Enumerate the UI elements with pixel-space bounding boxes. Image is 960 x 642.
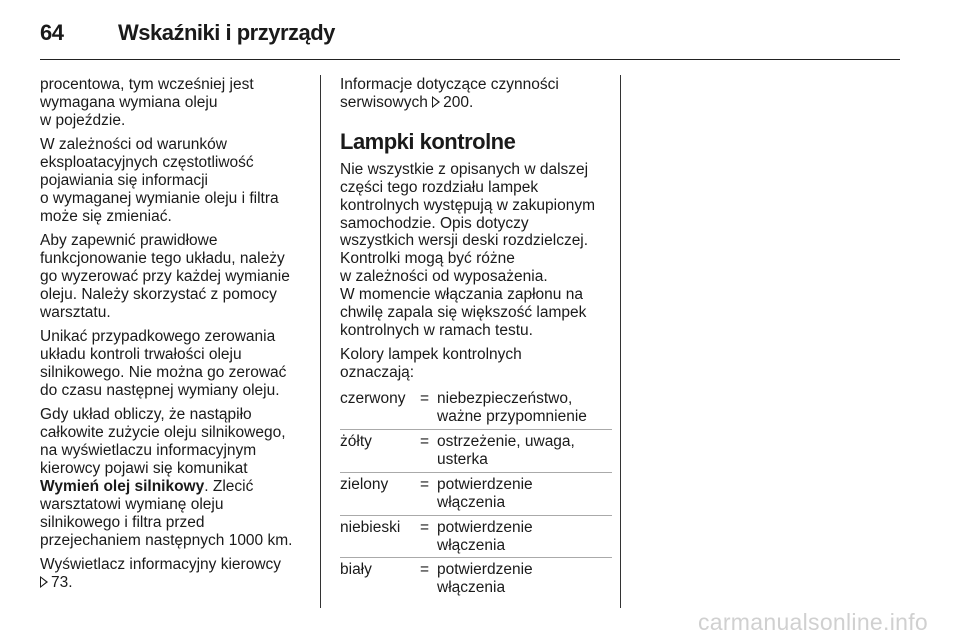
equals-sign: =	[420, 561, 430, 579]
paragraph-text: . Zlecić warsztatowi wymianę oleju silnikowego i filtra przed przejechaniem następnych 1000 km.	[40, 478, 293, 549]
color-meaning: potwierdzenie włączenia	[437, 475, 533, 511]
reference-arrow-icon	[432, 96, 440, 108]
equals-sign: =	[420, 433, 430, 450]
color-meaning: potwierdzenie włączenia	[437, 561, 533, 597]
page-title: Wskaźniki i przyrządy	[118, 20, 335, 45]
paragraph-text: Wyświetlacz informacyjny kierowcy	[40, 556, 282, 574]
color-meaning: ostrzeżenie, uwaga, usterka	[437, 433, 575, 468]
paragraph: Unikać przypadkowego zerowania układu kontroli trwałości oleju silnikowego. Nie można go zerować do czasu następnej wymiany oleju.	[40, 328, 287, 399]
color-name: żółty	[340, 433, 372, 450]
equals-sign: =	[420, 390, 430, 408]
table-row	[340, 515, 612, 558]
page-header	[40, 10, 920, 60]
reference-arrow-icon	[40, 576, 48, 588]
paragraph-oil-message	[40, 406, 312, 549]
color-name: czerwony	[340, 390, 406, 408]
table-row	[340, 557, 612, 600]
color-name: biały	[340, 561, 372, 579]
paragraph: Nie wszystkie z opisanych w dalszej części tego rozdziału lampek kontrolnych występują w zakupionym samochodzie. Opis dotyczy wszystkich wersji deski rozdzielczej. Kontrolki mogą być różne w zależności od wyposażenia. W momencie włączania zapłonu na chwilę zapala się większość lampek kontrolnych w ramach testu.	[340, 160, 596, 339]
column-divider-right	[620, 75, 621, 608]
table-row	[340, 472, 612, 515]
page-reference-link[interactable]: 200.	[443, 93, 474, 111]
page-reference-link[interactable]: 73.	[51, 574, 73, 592]
text-column-left	[40, 76, 312, 598]
paragraph: procentowa, tym wcześniej jest wymagana wymiana oleju w pojeździe.	[40, 76, 254, 129]
paragraph: W zależności od warunków eksploatacyjnych częstotliwość pojawiania się informacji o wymaganej wymianie oleju i filtra może się zmieniać.	[40, 136, 279, 225]
paragraph-reference	[340, 76, 612, 112]
paragraph: Aby zapewnić prawidłowe funkcjonowanie tego układu, należy go wyzerować przy każdej wymianie oleju. Należy skorzystać z pomocy warsztatu.	[40, 232, 290, 321]
equals-sign: =	[420, 518, 430, 536]
table-row	[340, 429, 612, 472]
message-text-bold: Wymień olej silnikowy	[40, 478, 205, 496]
color-meaning: potwierdzenie włączenia	[437, 518, 533, 554]
paragraph-text: Informacje dotyczące czynności serwisowych	[340, 76, 559, 111]
paragraph-text: Gdy układ obliczy, że nastąpiło całkowite zużycie oleju silnikowego, na wyświetlaczu informacyjnym kierowcy pojawi się komunikat	[40, 406, 286, 478]
section-title: Lampki kontrolne	[340, 128, 516, 154]
color-name: zielony	[340, 475, 389, 493]
paragraph-reference	[40, 556, 312, 592]
equals-sign: =	[420, 475, 430, 493]
header-divider	[40, 59, 900, 60]
paragraph: Kolory lampek kontrolnych oznaczają:	[340, 346, 522, 382]
page-number: 64	[40, 20, 64, 45]
watermark: carmanualsonline.info	[697, 609, 928, 635]
color-meaning: niebezpieczeństwo, ważne przypomnienie	[437, 390, 587, 426]
color-name: niebieski	[340, 518, 401, 536]
column-divider-left	[320, 75, 321, 608]
table-row	[340, 390, 612, 429]
colors-table	[340, 390, 612, 600]
text-column-middle	[340, 76, 612, 600]
